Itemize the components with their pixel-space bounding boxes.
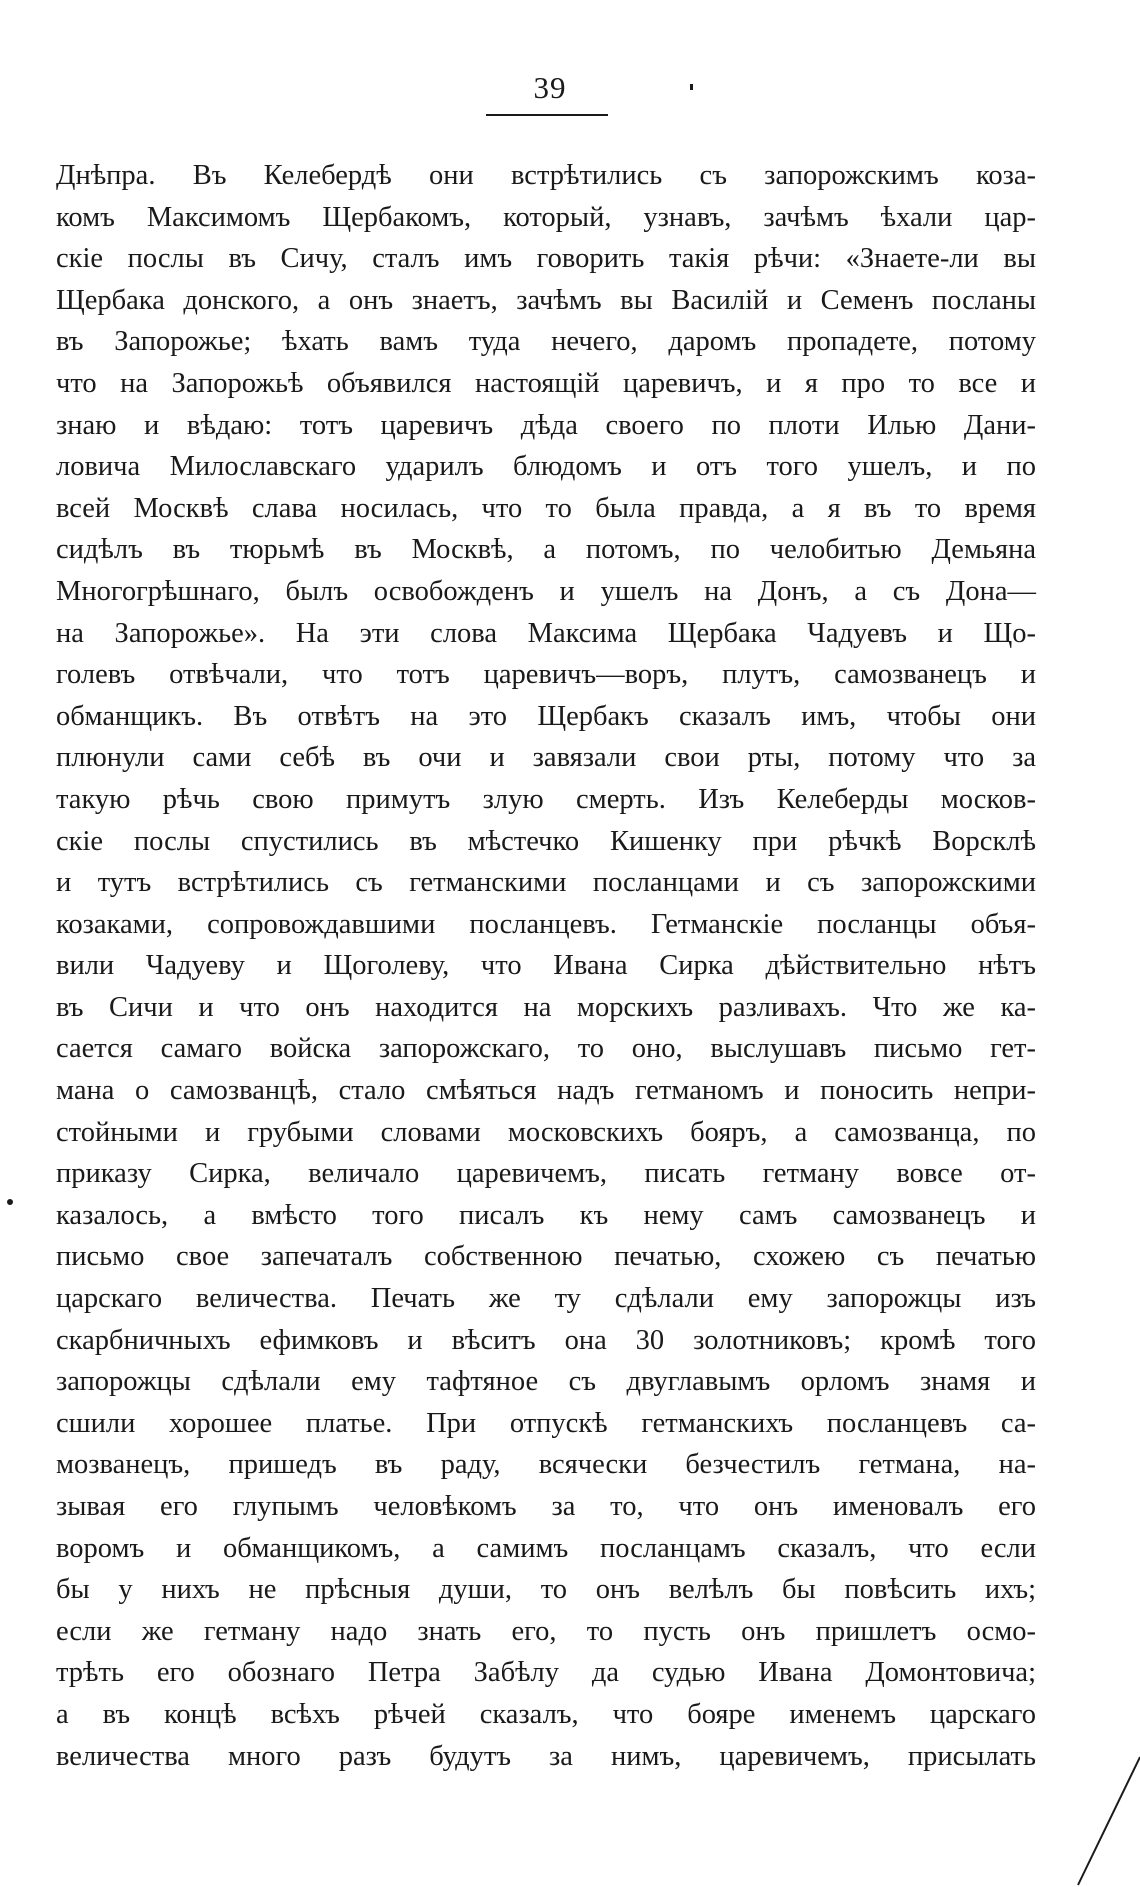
text-line: козаками, сопровождавшими посланцевъ. Гетманскіе посланцы объя- (56, 908, 1036, 940)
text-line: бы у нихъ не прѣсныя души, то онъ велѣлъ бы повѣсить ихъ; (56, 1574, 1036, 1606)
text-line: величества много разъ будутъ за нимъ, царевичемъ, присылать (56, 1740, 1036, 1772)
print-mark (690, 84, 693, 90)
text-line: знаю и вѣдаю: тотъ царевичъ дѣда своего по плоти Илью Дани- (56, 409, 1036, 441)
text-line: Многогрѣшнаго, былъ освобожденъ и ушелъ на Донъ, а съ Дона— (56, 575, 1036, 607)
page-number: 39 (533, 70, 567, 105)
text-line: скіе послы спустились въ мѣстечко Кишенку при рѣчкѣ Ворсклѣ (56, 825, 1036, 857)
text-line: трѣть его обознаго Петра Забѣлу да судью Ивана Домонтовича; (56, 1657, 1036, 1689)
page-edge-mark (1070, 1747, 1140, 1887)
text-line: а въ концѣ всѣхъ рѣчей сказалъ, что бояре именемъ царскаго (56, 1698, 1036, 1730)
margin-dot (7, 1199, 13, 1205)
text-line: скіе послы въ Сичу, сталъ имъ говорить такія рѣчи: «Знаете-ли вы (56, 243, 1036, 275)
text-line: плюнули сами себѣ въ очи и завязали свои рты, потому что за (56, 742, 1036, 774)
text-line: запорожцы сдѣлали ему тафтяное съ двуглавымъ орломъ знамя и (56, 1366, 1036, 1398)
text-line: приказу Сирка, величало царевичемъ, писать гетману вовсе от- (56, 1158, 1036, 1190)
text-line: и тутъ встрѣтились съ гетманскими посланцами и съ запорожскими (56, 867, 1036, 899)
text-line: что на Запорожьѣ объявился настоящій царевичъ, и я про то все и (56, 367, 1036, 399)
text-line: сидѣлъ въ тюрьмѣ въ Москвѣ, а потомъ, по челобитью Демьяна (56, 534, 1036, 566)
text-line: такую рѣчь свою примутъ злую смерть. Изъ Келеберды москов- (56, 783, 1036, 815)
text-line: всей Москвѣ слава носилась, что то была правда, а я въ то время (56, 492, 1036, 524)
page-number-rule (486, 114, 608, 116)
text-line: воромъ и обманщикомъ, а самимъ посланцамъ сказалъ, что если (56, 1532, 1036, 1564)
text-line: царскаго величества. Печать же ту сдѣлали ему запорожцы изъ (56, 1283, 1036, 1315)
text-line: письмо свое запечаталъ собственною печатью, схожею съ печатью (56, 1241, 1036, 1273)
text-line: казалось, а вмѣсто того писалъ къ нему самъ самозванецъ и (56, 1199, 1036, 1231)
text-line: обманщикъ. Въ отвѣтъ на это Щербакъ сказалъ имъ, чтобы они (56, 700, 1036, 732)
text-line: скарбничныхъ ефимковъ и вѣситъ она 30 золотниковъ; кромѣ того (56, 1324, 1036, 1356)
body-text (56, 155, 1036, 1777)
text-line: Щербака донского, а онъ знаетъ, зачѣмъ вы Василій и Семенъ посланы (56, 284, 1036, 316)
text-line: мозванецъ, пришедъ въ раду, всячески безчестилъ гетмана, на- (56, 1449, 1036, 1481)
text-line: на Запорожье». На эти слова Максима Щербака Чадуевъ и Що- (56, 617, 1036, 649)
text-line: мана о самозванцѣ, стало смѣяться надъ гетманомъ и поносить непри- (56, 1075, 1036, 1107)
text-line: Днѣпра. Въ Келебердѣ они встрѣтились съ запорожскимъ коза- (56, 160, 1036, 191)
text-line: сается самаго войска запорожскаго, то оно, выслушавъ письмо гет- (56, 1033, 1036, 1065)
text-line: вили Чадуеву и Щоголеву, что Ивана Сирка дѣйствительно нѣтъ (56, 950, 1036, 982)
text-line: зывая его глупымъ человѣкомъ за то, что онъ именовалъ его (56, 1491, 1036, 1522)
text-line: въ Запорожье; ѣхать вамъ туда нечего, даромъ пропадете, потому (56, 326, 1036, 358)
text-line: голевъ отвѣчали, что тотъ царевичъ—воръ, плутъ, самозванецъ и (56, 659, 1036, 691)
text-line: въ Сичи и что онъ находится на морскихъ разливахъ. Что же ка- (56, 991, 1036, 1023)
text-line: ловича Милославскаго ударилъ блюдомъ и отъ того ушелъ, и по (56, 451, 1036, 483)
text-line: комъ Максимомъ Щербакомъ, который, узнавъ, зачѣмъ ѣхали цар- (56, 201, 1036, 233)
text-line: сшили хорошее платье. При отпускѣ гетманскихъ посланцевъ са- (56, 1407, 1036, 1439)
text-line: если же гетману надо знать его, то пусть онъ пришлетъ осмо- (56, 1615, 1036, 1647)
text-line: стойными и грубыми словами московскихъ бояръ, а самозванца, по (56, 1116, 1036, 1148)
